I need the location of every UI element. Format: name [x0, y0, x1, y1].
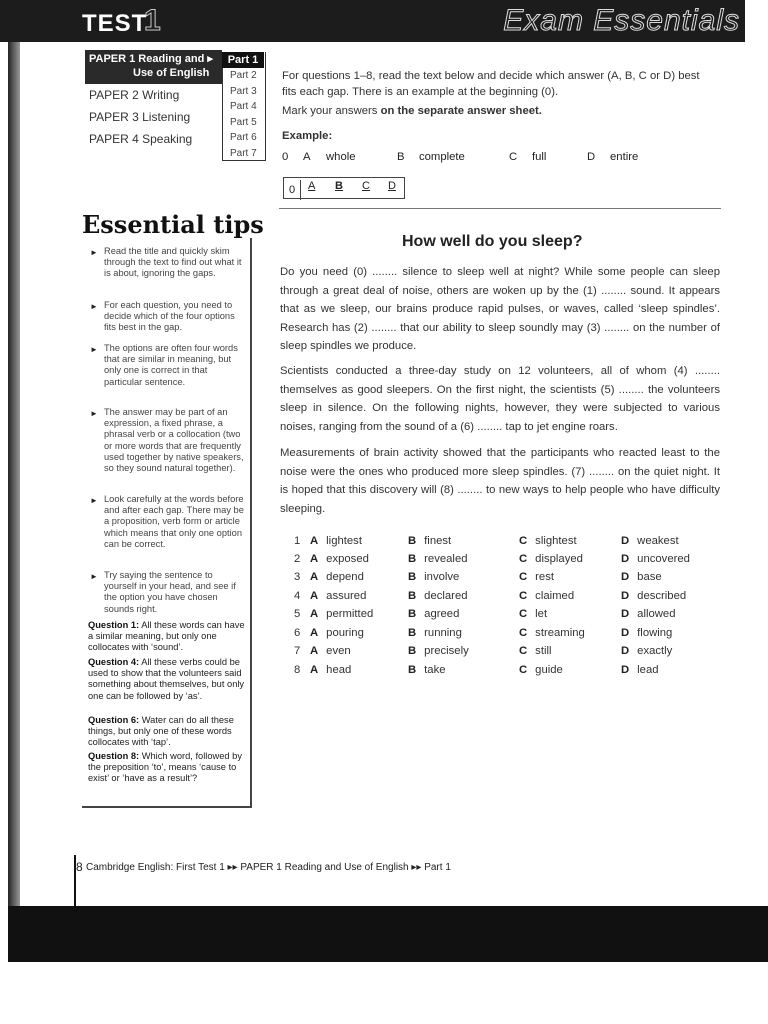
question-note-8: Question 8: Which word, followed by the preposition ‘to’, means ‘cause to exist’ or ‘have as a result’?: [88, 751, 242, 784]
option-a: A depend: [310, 571, 364, 583]
answer-box-d: D: [388, 180, 396, 192]
answer-box-zero: 0: [284, 180, 301, 200]
bullet-arrow-icon: ►: [90, 345, 98, 354]
part-3: Part 3: [230, 86, 257, 97]
test-label: TEST: [82, 10, 148, 37]
example-letter-c: C: [509, 151, 518, 163]
tip-1: Read the title and quickly skim through the text to find out what it is about, ignoring the gaps.: [104, 246, 242, 279]
instructions-line2: fits each gap. There is an example at the beginning (0).: [282, 86, 559, 98]
bullet-arrow-icon: ►: [90, 496, 98, 505]
tip-2: For each question, you need to decide which of the four options fits best in the gap.: [104, 300, 235, 333]
tip-6: Try saying the sentence to yourself in your head, and see if the option you have chosen sounds right.: [104, 570, 236, 614]
tip-5: Look carefully at the words before and after each gap. There may be a proposition, verb form or article which means that only one option can be correct.: [104, 494, 244, 549]
option-b: B involve: [408, 571, 460, 583]
option-number: 1: [294, 535, 301, 547]
option-a: A permitted: [310, 608, 374, 620]
option-d: D weakest: [621, 535, 679, 547]
example-option-b: complete: [419, 151, 465, 163]
page-number: 8: [76, 860, 83, 874]
paper1-tab: [85, 50, 222, 84]
example-number: 0: [282, 151, 289, 163]
question-note-6: Question 6: Water can do all these things, but only one of these words collocates with ‘tap’.: [88, 715, 234, 748]
bullet-arrow-icon: ►: [90, 409, 98, 418]
bullet-arrow-icon: ►: [90, 248, 98, 257]
option-number: 6: [294, 627, 301, 639]
paper-3: PAPER 3 Listening: [89, 110, 191, 124]
option-a: A assured: [310, 590, 367, 602]
example-option-a: whole: [326, 151, 356, 163]
example-row: [0, 151, 768, 167]
instructions-line3: Mark your answers on the separate answer sheet.: [282, 105, 542, 117]
option-d: D lead: [621, 664, 659, 676]
option-b: B declared: [408, 590, 468, 602]
example-option-c: full: [532, 151, 547, 163]
arrow-icon: ▸: [207, 53, 213, 65]
option-c: C streaming: [519, 627, 585, 639]
option-a: A even: [310, 645, 351, 657]
option-b: B finest: [408, 535, 452, 547]
question-note-4: Question 4: All these verbs could be used to show that the volunteers said something about themselves, but only one can be followed by ‘as’.: [88, 657, 245, 701]
option-a: A exposed: [310, 553, 369, 565]
passage-paragraph-1: Do you need (0) ........ silence to sleep well at night? While some people can sleep through a great deal of noise, others are woken up by the (1) ........ sound. It appears that as we sleep, our brains produce rapid pulses, or waves, called ‘sleep spindles’. Research has (2) ........ that our ability to sleep soundly may (3) ........ on the number of sleep spindles we produce.: [280, 266, 720, 352]
example-label: Example:: [282, 130, 333, 142]
option-b: B running: [408, 627, 462, 639]
question-note-1: Question 1: All these words can have a similar meaning, but only one collocates with ‘sound’.: [88, 620, 245, 653]
test-number: 1: [144, 4, 161, 37]
example-option-d: entire: [610, 151, 639, 163]
page-edge: [8, 42, 20, 912]
answer-box-a: A: [308, 180, 316, 192]
tip-4: The answer may be part of an expression, a fixed phrase, a phrasal verb or a collocation (two or more words that are frequently used together by native speakers, so they sound natural together).: [104, 407, 244, 474]
tips-title: Essential tips: [82, 210, 264, 239]
option-number: 7: [294, 645, 301, 657]
answer-box-b: B: [335, 180, 343, 192]
example-letter-d: D: [587, 151, 596, 163]
footer-bar: [8, 906, 768, 962]
paper1-line1: PAPER 1 Reading and: [89, 53, 205, 65]
option-a: A pouring: [310, 627, 364, 639]
passage-paragraph-3: Measurements of brain activity showed that the participants who reacted least to the noise were the ones who produced more sleep spindles. (7) ........ on the quiet night. It is hoped that this discovery will (8) ........ to new ways to help people who have difficulty sleeping.: [280, 447, 720, 515]
answer-box-c: C: [362, 180, 370, 192]
option-number: 5: [294, 608, 301, 620]
paper1-line2: Use of English: [133, 67, 210, 79]
option-b: B take: [408, 664, 446, 676]
option-c: C rest: [519, 571, 555, 583]
option-d: D uncovered: [621, 553, 690, 565]
option-d: D exactly: [621, 645, 673, 657]
option-b: B agreed: [408, 608, 460, 620]
part-4: Part 4: [230, 101, 257, 112]
footer-text: Cambridge English: First Test 1 ▸▸ PAPER 1 Reading and Use of English ▸▸ Part 1: [86, 862, 451, 873]
example-letter-b: B: [397, 151, 405, 163]
option-b: B revealed: [408, 553, 468, 565]
option-number: 3: [294, 571, 301, 583]
part-7: Part 7: [230, 148, 257, 159]
option-number: 8: [294, 664, 301, 676]
option-d: D described: [621, 590, 687, 602]
passage-title: How well do you sleep?: [402, 233, 583, 250]
option-d: D flowing: [621, 627, 673, 639]
option-c: C claimed: [519, 590, 575, 602]
part-1-active: Part 1: [222, 52, 264, 68]
instructions-line1: For questions 1–8, read the text below and decide which answer (A, B, C or D) best: [282, 70, 700, 82]
tip-3: The options are often four words that are similar in meaning, but only one is correct in that particular sentence.: [104, 343, 238, 387]
example-letter-a: A: [303, 151, 311, 163]
option-c: C still: [519, 645, 552, 657]
bullet-arrow-icon: ►: [90, 572, 98, 581]
divider: [279, 208, 721, 209]
option-d: D base: [621, 571, 662, 583]
option-a: A head: [310, 664, 352, 676]
option-c: C let: [519, 608, 548, 620]
option-number: 2: [294, 553, 301, 565]
section-title: Exam Essentials: [503, 4, 740, 37]
option-b: B precisely: [408, 645, 469, 657]
paper-4: PAPER 4 Speaking: [89, 132, 193, 146]
passage-paragraph-2: Scientists conducted a three-day study on 12 volunteers, all of whom (4) ........ themselves as good sleepers. On the first night, the scientists (5) ........ the volunteers sleep in silence. On the following nights, however, they were subjected to various noises, ranging from the sound of a (6) ........ tap to jet engine roars.: [280, 365, 720, 433]
option-d: D allowed: [621, 608, 676, 620]
bullet-arrow-icon: ►: [90, 302, 98, 311]
example-answer-box: [283, 177, 405, 199]
option-c: C displayed: [519, 553, 583, 565]
option-c: C guide: [519, 664, 563, 676]
part-6: Part 6: [230, 132, 257, 143]
part-2: Part 2: [230, 70, 257, 81]
option-c: C slightest: [519, 535, 577, 547]
option-a: A lightest: [310, 535, 362, 547]
part-5: Part 5: [230, 117, 257, 128]
paper-2: PAPER 2 Writing: [89, 88, 180, 102]
option-number: 4: [294, 590, 301, 602]
